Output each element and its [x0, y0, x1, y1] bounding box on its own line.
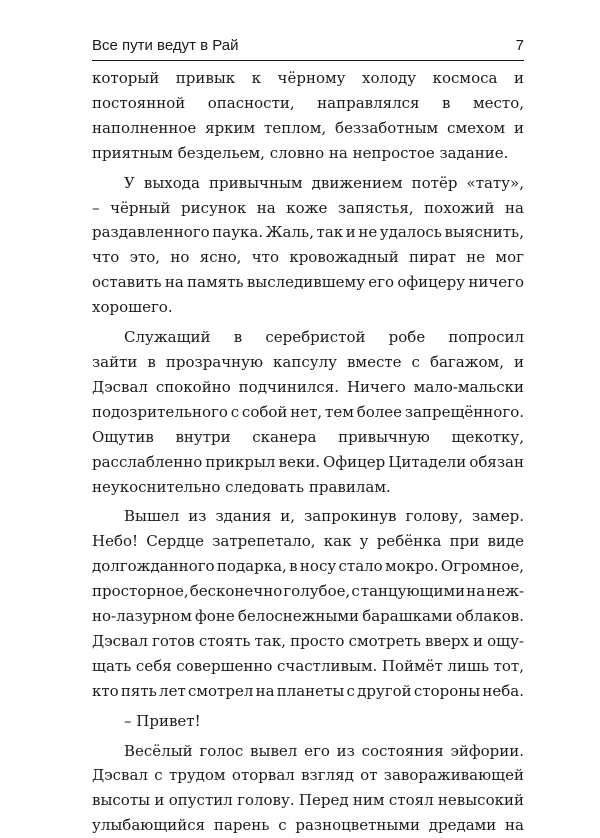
text-line: высоты и опустил голову. Перед ним стоял невысокий: [92, 791, 524, 810]
paragraph: [92, 171, 524, 320]
text-line: подозрительного с собой нет, тем более запрещённого.: [92, 402, 524, 421]
text-line: раздавленного паука. Жаль, так и не удалось выяснить,: [92, 223, 524, 242]
text-line: хорошего.: [92, 298, 173, 317]
paragraph: [92, 709, 524, 734]
text-line: но-лазурном фоне белоснежными барашками облаков.: [92, 607, 524, 626]
text-line: приятным бездельем, словно на непростое задание.: [92, 143, 509, 162]
running-header: [92, 36, 524, 61]
text-line: оставить на память выследившему его офицеру ничего: [92, 273, 524, 292]
text-line: что это, но ясно, что кровожадный пират не мог: [92, 248, 524, 267]
text-line: щать себя совершенно счастливым. Поймёт лишь тот,: [92, 656, 524, 675]
text-line: кто пять лет смотрел на планеты с другой стороны неба.: [92, 681, 524, 700]
paragraph: [92, 739, 524, 838]
body-text: [92, 66, 524, 838]
text-line: расслабленно прикрыл веки. Офицер Цитадели обязан: [92, 452, 525, 471]
text-line: Дэсвал с трудом оторвал взгляд от завораживающей: [92, 766, 524, 785]
text-line: постоянной опасности, направлялся в место,: [92, 93, 524, 112]
page-number: 7: [515, 37, 524, 54]
paragraph: [92, 325, 524, 499]
text-line: Дэсвал спокойно подчинился. Ничего мало-мальски: [92, 377, 524, 396]
text-line: Небо! Сердце затрепетало, как у ребёнка при виде: [92, 532, 524, 551]
text-line: Вышел из здания и, запрокинув голову, замер.: [124, 507, 524, 526]
text-line: улыбающийся парень с разноцветными дредами на: [92, 816, 524, 835]
text-line: Ощутив внутри сканера привычную щекотку,: [92, 427, 524, 446]
text-line: Дэсвал готов стоять так, просто смотреть вверх и ощу-: [92, 631, 524, 650]
text-line: долгожданного подарка, в носу стало мокро. Огромное,: [92, 557, 524, 576]
text-line: наполненное ярким теплом, беззаботным смехом и: [92, 118, 524, 137]
text-line: – Привет!: [124, 711, 201, 730]
text-line: просторное, бесконечно голубое, с танцующими на неж-: [92, 582, 524, 601]
text-line: У выхода привычным движением потёр «тату»,: [124, 173, 524, 192]
paragraph: [92, 504, 524, 703]
text-line: неукоснительно следовать правилам.: [92, 477, 391, 496]
text-line: Весёлый голос вывел его из состояния эйфории.: [124, 741, 524, 760]
running-title: Все пути ведут в Рай: [92, 37, 239, 54]
text-line: зайти в прозрачную капсулу вместе с багажом, и: [92, 352, 524, 371]
paragraph: [92, 66, 524, 166]
text-line: который привык к чёрному холоду космоса и: [92, 69, 524, 87]
text-line: – чёрный рисунок на коже запястья, похожий на: [92, 198, 524, 217]
text-line: Служащий в серебристой робе попросил: [124, 328, 524, 347]
